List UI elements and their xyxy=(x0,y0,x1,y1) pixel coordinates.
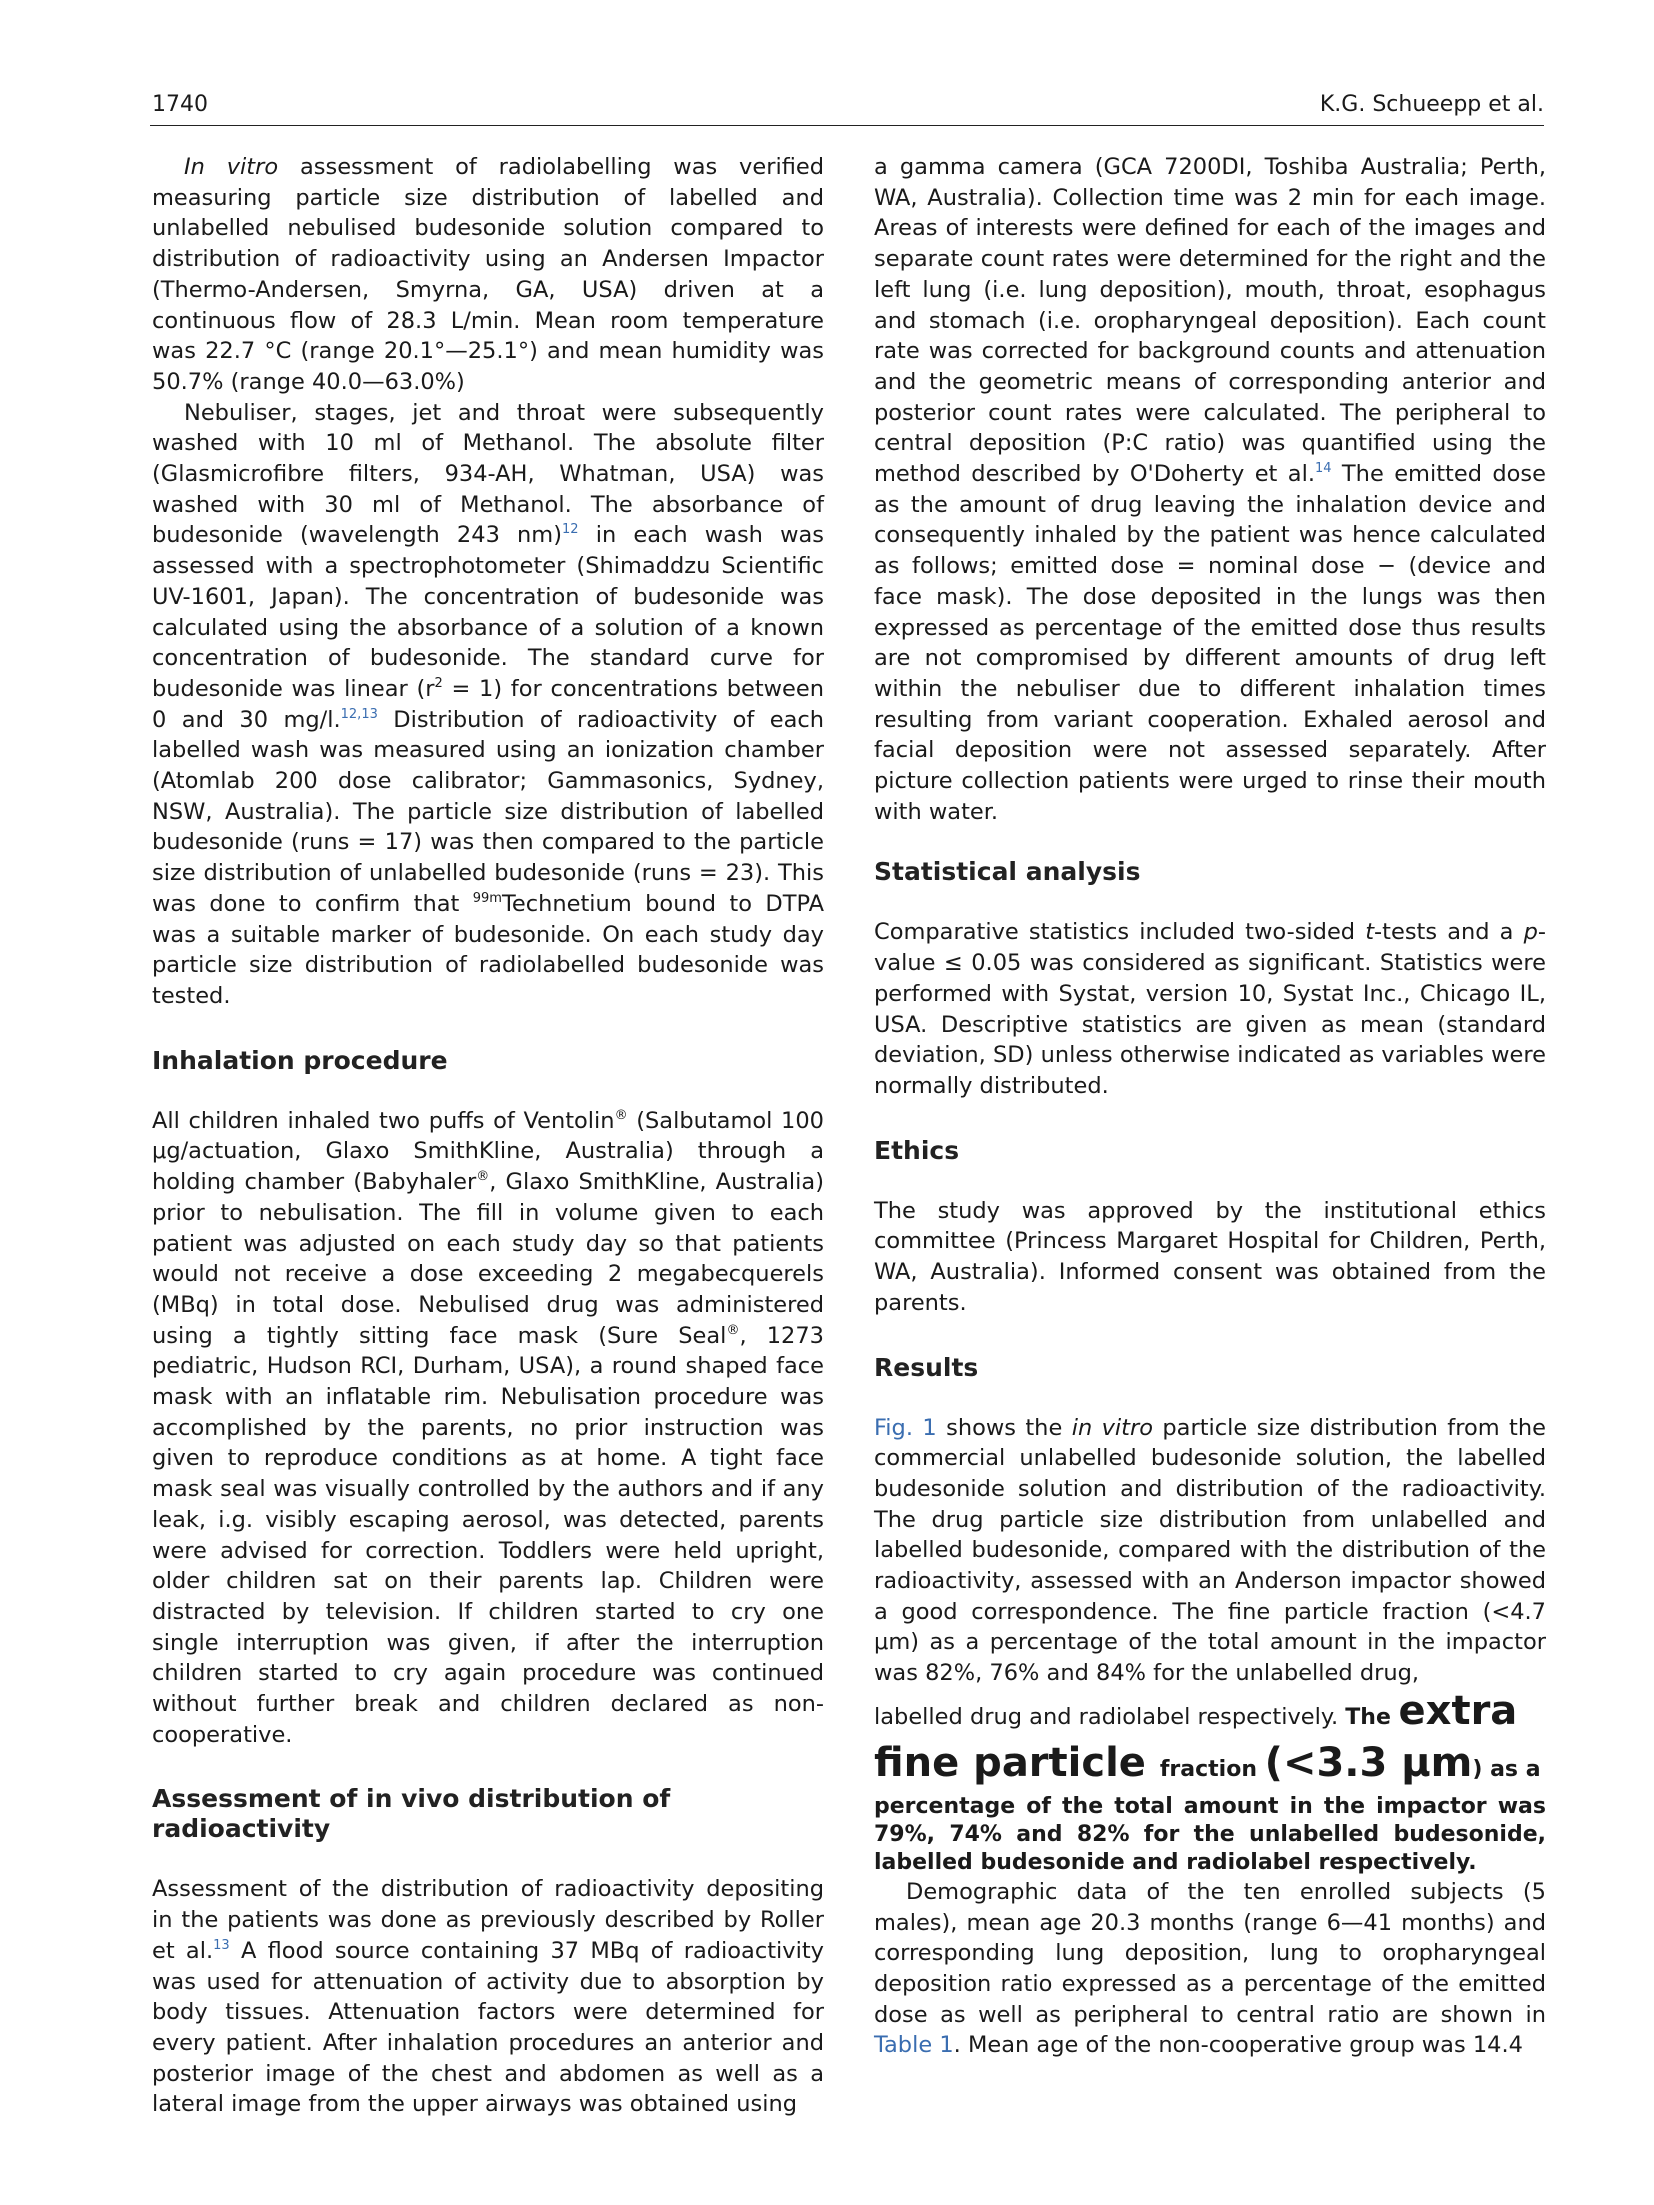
italic-text: p xyxy=(1523,919,1538,946)
figure-link[interactable]: Fig. 1 xyxy=(874,1414,937,1441)
paragraph-text: A flood source containing 37 MBq of radioactivity was used for attenuation of activity due to absorption by body tissues. Attenuation factors were determined for every patient. After inhalation procedures an anterior and posterior image of the chest and abdomen as well as a lateral image from the upper airways was obtained using xyxy=(152,1937,824,2118)
superscript: 2 xyxy=(434,675,443,691)
paragraph-text: Distribution of radioactivity of each labelled wash was measured using an ionization chamber (Atomlab 200 dose calibrator; Gammasonics, Sydney, NSW, Australia). The particle size distribution of labelled budesonide (runs = 17) was then compared to the particle size distribution of unlabelled budesonide (runs = 23). This was done to confirm that xyxy=(152,706,824,917)
paragraph-text: Assessment of the distribution of radioactivity depositing in the patients was done as previously described by Roller et al. xyxy=(152,1876,824,1964)
section-heading-results: Results xyxy=(874,1352,979,1382)
bold-text: ) as a xyxy=(1472,1756,1541,1782)
results-bold-block: percentage of the total amount in the impactor was 79%, 74% and 82% for the unlabelled budesonide, labelled budesonide and radiolabel respectively. xyxy=(874,1793,1546,1875)
bold-text: fraction xyxy=(1159,1756,1265,1782)
paragraph-text: shows the xyxy=(936,1414,1072,1441)
paragraph-text: assessment of radiolabelling was verified measuring particle size distribution of labelled and unlabelled nebulised budesonide solution compared to distribution of radioactivity using an Andersen Impactor (Thermo-Andersen, Smyrna, GA, USA) driven at a continuous flow of 28.3 L/min. Mean room temperature was 22.7 °C (range 20.1°—25.1°) and mean humidity was 50.7% (range 40.0—63.0%) xyxy=(152,154,825,395)
paragraph-text: a gamma camera (GCA 7200DI, Toshiba Australia; Perth, WA, Australia). Collection time was 2 min for each image. Areas of interests were defined for each of the images and separate count rates were determined for the right and the left lung (i.e. lung deposition), mouth, throat, esophagus and stomach (i.e. oropharyngeal deposition). Each count rate was corrected for background counts and attenuation and the geometric means of corresponding anterior and posterior count rates were calculated. The peripheral to central deposition (P:C ratio) was quantified using the method described by O'Doherty et al. xyxy=(874,154,1546,488)
bold-large-text: extra xyxy=(1398,1687,1518,1734)
paragraph-text: Nebuliser, stages, jet and throat were subsequently washed with 10 ml of Methanol. The absolute filter (Glasmicrofibre filters, 934-AH, Whatman, USA) was washed with 30 ml of Methanol. The absorbance of budesonide (wavelength 243 nm) xyxy=(152,399,824,549)
paragraph-ethics: The study was approved by the institutional ethics committee (Princess Margaret Hospital for Children, Perth, WA, Australia). Informed consent was obtained from the parents. xyxy=(874,1197,1546,1316)
running-head: K.G. Schueepp et al. xyxy=(1319,92,1544,117)
paragraph-results xyxy=(874,1413,1546,1689)
paragraph-text: Comparative statistics included two-sided xyxy=(874,919,1366,946)
italic-text: t xyxy=(1365,919,1375,946)
paragraph-gamma-camera xyxy=(874,152,1546,827)
right-column xyxy=(874,152,1546,2061)
paragraph-inhalation xyxy=(152,1106,824,1751)
results-large-line xyxy=(874,1740,1546,1793)
paragraph-text: The emitted dose as the amount of drug leaving the inhalation device and consequently inhaled by the patient was hence calculated as follows; emitted dose = nominal dose − (device and face mask). The dose deposited in the lungs was then expressed as percentage of the emitted dose thus results are not compromised by different amounts of drug left within the nebuliser due to different inhalation times resulting from variant cooperation. Exhaled aerosol and facial deposition were not assessed separately. After picture collection patients were urged to rinse their mouth with water. xyxy=(874,461,1546,825)
paragraph-text: particle size distribution from the commercial unlabelled budesonide solution, the labelled budesonide solution and distribution of the radioactivity. The drug particle size distribution from unlabelled and labelled budesonide, compared with the distribution of the radioactivity, assessed with an Anderson impactor showed a good correspondence. The fine particle fraction (<4.7 μm) as a percentage of the total amount in the impactor was 82%, 76% and 84% for the unlabelled drug, xyxy=(874,1414,1546,1687)
paragraph-assessment xyxy=(152,1874,824,2120)
table-link[interactable]: Table 1 xyxy=(874,2032,954,2059)
citation-superscript: 12 xyxy=(562,522,579,538)
citation-superscript: 13 xyxy=(213,1937,230,1953)
paragraph-text: -value ≤ 0.05 was considered as significant. Statistics were performed with Systat, version 10, Systat Inc., Chicago IL, USA. Descriptive statistics are given as mean (standard deviation, SD) unless otherwise indicated as variables were normally distributed. xyxy=(874,919,1546,1099)
section-heading-statistical-analysis: Statistical analysis xyxy=(874,857,1141,887)
page-number: 1740 xyxy=(152,92,208,117)
paragraph-text: in each wash was assessed with a spectrophotometer (Shimaddzu Scientific UV-1601, Japan). The concentration of budesonide was calculated using the absorbance of a solution of a known concentration of budesonide. The standard curve for budesonide was linear (r xyxy=(152,522,825,702)
citation-superscript: 14 xyxy=(1314,461,1332,477)
paragraph-text: (Salbutamol 100 μg/actuation, Glaxo SmithKline, Australia) through a holding chamber (Babyhaler xyxy=(152,1107,824,1196)
paragraph-in-vitro xyxy=(152,152,824,398)
bold-large-text: fine particle xyxy=(874,1739,1160,1786)
results-mixed-line xyxy=(874,1689,1546,1740)
section-heading-ethics: Ethics xyxy=(874,1135,960,1165)
citation-superscript: 12,13 xyxy=(340,706,378,722)
paragraph-text: . Mean age of the non-cooperative group was 14.4 xyxy=(953,2032,1523,2059)
superscript: 99m xyxy=(472,890,502,906)
italic-text: in vitro xyxy=(1071,1414,1153,1441)
paragraph-text: Technetium bound to DTPA was a suitable marker of budesonide. On each study day particle size distribution of radiolabelled budesonide was tested. xyxy=(152,890,825,1009)
bold-text: The xyxy=(1345,1704,1399,1730)
header-rule xyxy=(150,125,1544,126)
section-heading-inhalation: Inhalation procedure xyxy=(152,1045,448,1075)
paragraph-text: All children inhaled two puffs of Ventolin xyxy=(152,1107,615,1134)
paragraph-text: Demographic data of the ten enrolled subjects (5 males), mean age 20.3 months (range 6—41 months) and corresponding lung deposition, lung to oropharyngeal deposition ratio expressed as a percentage of the emitted dose as well as peripheral to central ratio are shown in xyxy=(874,1878,1546,2028)
bold-large-text: (<3.3 xyxy=(1264,1739,1402,1786)
paragraph-nebuliser xyxy=(152,398,824,1012)
paragraph-demographic xyxy=(874,1877,1546,2061)
left-column xyxy=(152,152,824,2120)
paragraph-text: , Glaxo SmithKline, Australia) prior to nebulisation. The fill in volume given to each patient was adjusted on each study day so that patients would not receive a dose exceeding 2 megabecquerels (MBq) in total dose. Nebulised drug was administered using a tightly sitting face mask (Sure Seal xyxy=(152,1169,824,1349)
paragraph-text: labelled drug and radiolabel respectively. xyxy=(874,1703,1346,1730)
registered-mark: ® xyxy=(476,1169,490,1185)
paragraph-text: -tests and a xyxy=(1374,919,1524,946)
registered-mark: ® xyxy=(726,1322,740,1338)
italic-text: In vitro xyxy=(184,154,279,180)
bold-large-text: μm xyxy=(1401,1739,1473,1786)
paragraph-text: , 1273 pediatric, Hudson RCI, Durham, USA), a round shaped face mask with an inflatable rim. Nebulisation procedure was accomplished by the parents, no prior instruction was given to reproduce conditions as at home. A tight face mask seal was visually controlled by the authors and if any leak, i.g. visibly escaping aerosol, was detected, parents were advised for correction. Toddlers were held upright, older children sat on their parents lap. Children were distracted by television. If children started to cry one single interruption was given, if after the interruption children started to cry again procedure was continued without further break and children declared as non-cooperative. xyxy=(152,1322,824,1748)
paragraph-text: = 1) for concentrations between 0 and 30 mg/l. xyxy=(152,675,824,733)
registered-mark: ® xyxy=(614,1107,628,1123)
section-heading-assessment: Assessment of in vivo distribution of radioactivity xyxy=(152,1784,671,1844)
paragraph-statistics xyxy=(874,917,1546,1101)
